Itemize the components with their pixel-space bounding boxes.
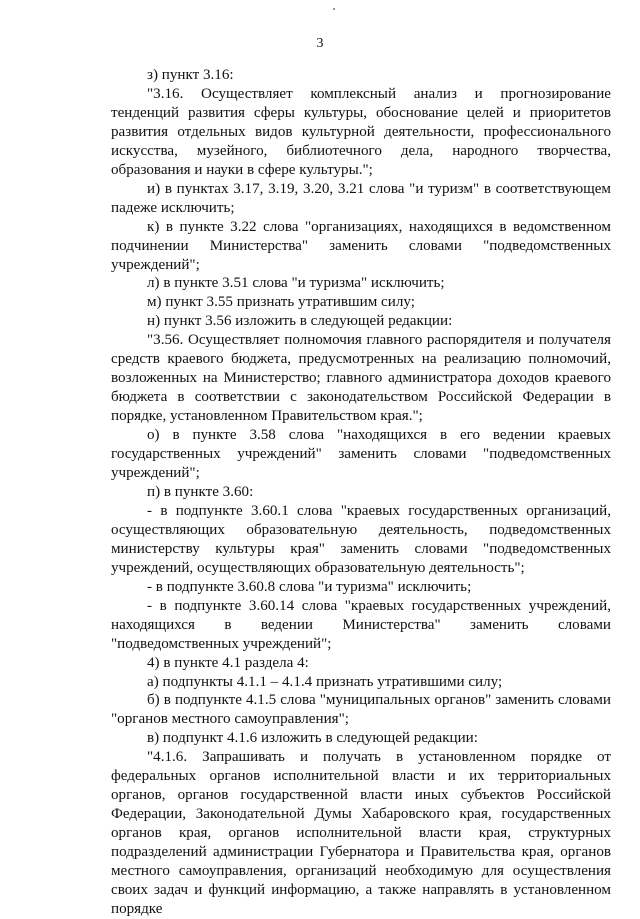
- page-number: 3: [316, 36, 324, 51]
- paragraph-item-z: з) пункт 3.16:: [147, 67, 234, 83]
- paragraph-subitem-3-60-14: - в подпункте 3.60.14 слова "краевых государственных учреждений, находящихся в ведении Министерства" заменить словами "подведомственных учреждений";: [111, 597, 611, 652]
- scan-speck: [333, 8, 335, 10]
- paragraph-item-o: о) в пункте 3.58 слова "находящихся в его ведении краевых государственных учреждений" заменить словами "подведомственных учреждений";: [111, 427, 611, 482]
- paragraph-item-n: н) пункт 3.56 изложить в следующей редакции:: [147, 313, 453, 330]
- paragraph-item-m: м) пункт 3.55 признать утратившим силу;: [147, 294, 415, 311]
- paragraph-quote-4-1-6: "4.1.6. Запрашивать и получать в установленном порядке от федеральных органов исполнительной власти и их территориальных органов, органов государственной власти иных субъектов Российской Федерации, Законодательной Думы Хабаровского края, государственных органов края, органов исполнительной власти края, структурных подразделений администрации Губернатора и Правительства края, органов местного самоуправления, организаций необходимую для осуществления своих задач и функций информацию, а также направлять в установленном порядке: [111, 749, 611, 917]
- paragraph-item-v: в) подпункт 4.1.6 изложить в следующей редакции:: [147, 730, 478, 747]
- paragraph-item-p: п) в пункте 3.60:: [147, 483, 254, 500]
- paragraph-item-k: к) в пункте 3.22 слова "организациях, находящихся в ведомственном подчинении Министерства" заменить словами "подведомственных учреждений";: [111, 218, 611, 273]
- document-body: [111, 66, 611, 919]
- paragraph-item-b: б) в подпункте 4.1.5 слова "муниципальных органов" заменить словами "органов местного самоуправления";: [111, 692, 611, 728]
- paragraph-item-l: л) в пункте 3.51 слова "и туризма" исключить;: [147, 275, 445, 292]
- paragraph-quote-3-56: "3.56. Осуществляет полномочия главного распорядителя и получателя средств краевого бюджета, предусмотренных на реализацию полномочий, возложенных на Министерство; главного администратора доходов краевого бюджета в соответствии с законодательством Российской Федерации в порядке, установленном Правительством края.";: [111, 332, 611, 425]
- paragraph-item-a: а) подпункты 4.1.1 – 4.1.4 признать утратившими силу;: [147, 673, 503, 690]
- paragraph-subitem-3-60-8: - в подпункте 3.60.8 слова "и туризма" исключить;: [147, 578, 472, 595]
- paragraph-quote-3-16: "3.16. Осуществляет комплексный анализ и прогнозирование тенденций развития сферы культуры, обоснование целей и приоритетов развития отдельных видов культурной деятельности, профессионального искусства, музейного, библиотечного дела, народного творчества, образования и науки в сфере культуры.";: [111, 85, 611, 178]
- paragraph-subitem-3-60-1: - в подпункте 3.60.1 слова "краевых государственных организаций, осуществляющих образовательную деятельность, подведомственных министерству культуры края" заменить словами "подведомственных учреждений, осуществляющих образовательную деятельность";: [111, 502, 611, 576]
- paragraph-item-4: 4) в пункте 4.1 раздела 4:: [147, 654, 309, 671]
- paragraph-item-i: и) в пунктах 3.17, 3.19, 3.20, 3.21 слова "и туризм" в соответствующем падеже исключить;: [111, 180, 611, 216]
